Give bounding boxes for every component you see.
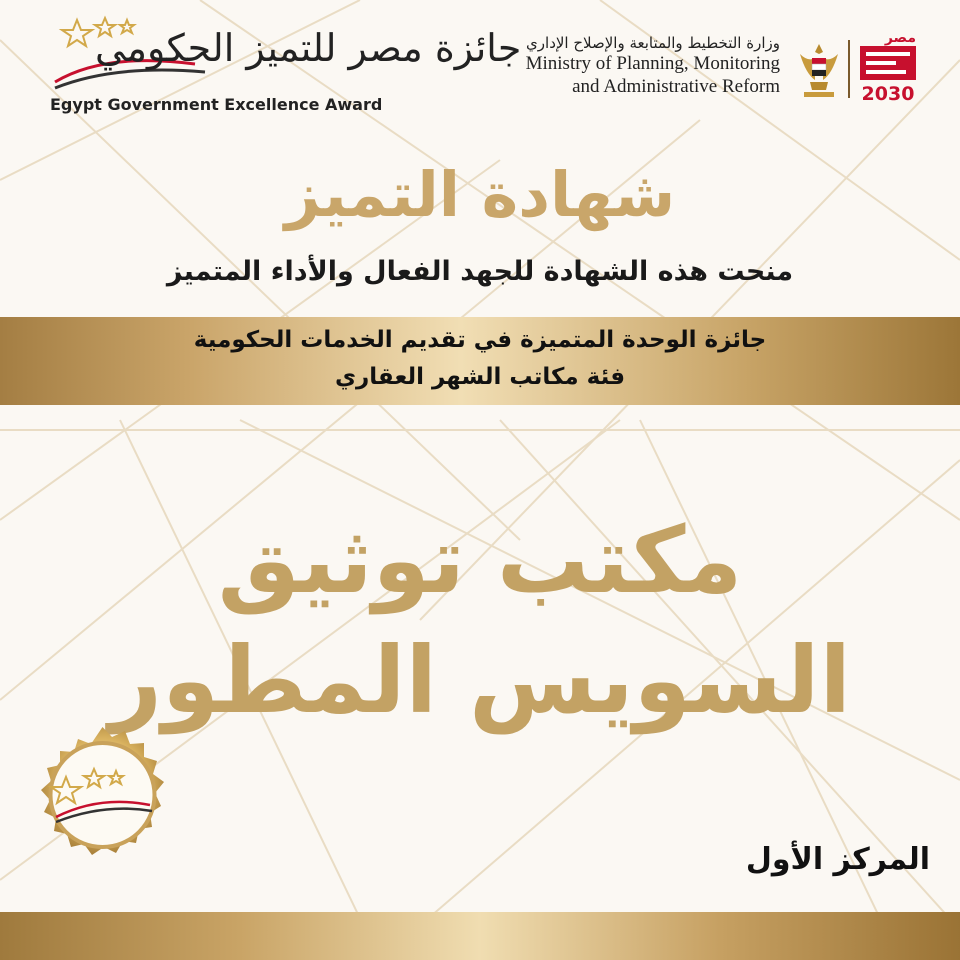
place-label: المركز الأول [745,842,930,877]
ministry-arabic-name: وزارة التخطيط والمتابعة والإصلاح الإداري [526,34,780,52]
award-english-name: Egypt Government Excellence Award [50,95,383,114]
egypt-vision-2030-logo [858,28,918,104]
header-divider [848,40,850,98]
gold-seal-icon [20,725,185,890]
eagle-emblem-icon [796,40,842,100]
category-line2: فئة مكاتب الشهر العقاري [334,364,626,390]
svg-text:مصر: مصر [884,30,916,46]
star-icon [62,20,92,46]
ministry-english-line1: Ministry of Planning, Monitoring [525,53,780,74]
ministry-english-line2: and Administrative Reform [572,76,780,97]
certificate-subtitle: منحت هذه الشهادة للجهد الفعال والأداء المتميز [166,256,794,287]
certificate-title: شهادة التميز [284,158,676,231]
bottom-gold-bar [0,912,960,960]
recipient-line2: السويس المطور [108,627,852,734]
recipient-line1: مكتب توثيق [217,507,743,614]
svg-text:2030: 2030 [861,83,915,104]
award-arabic-name: جائزة مصر للتميز الحكومي [95,26,522,70]
ministry-block [450,34,780,98]
category-line1: جائزة الوحدة المتميزة في تقديم الخدمات الحكومية [193,327,767,353]
